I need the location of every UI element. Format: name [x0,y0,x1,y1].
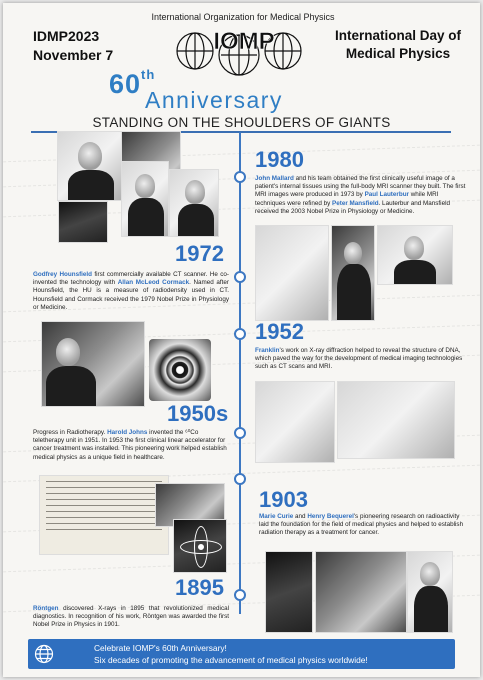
atom-icon [173,519,227,573]
text-1903 [259,513,467,538]
photo-linear-accelerator [337,381,455,459]
year-1895: 1895 [175,575,224,600]
description-text: . Lauterbur and Mansfield received the 2003 Nobel Prize in Physiology or Medicine. [255,199,450,215]
description-text: while MRI techniques were refined by [255,191,439,207]
event-code: IDMP2023 [33,28,100,44]
photo-teletherapy-unit [255,381,335,463]
description-text: invented the ⁶⁰Co teletherapy unit in 1951. In 1953 the first clinical linear accelerator for cancer treatment was installed. This pioneering work helped establish medical physics as a unique field in healthcare. [33,429,227,461]
description-text: and [293,513,308,520]
year-1903: 1903 [259,487,308,512]
footer-line2: Six decades of promoting the advancement of medical physics worldwide! [94,655,368,665]
person-name: Allan McLeod Cormack [117,279,190,287]
org-name: International Organization for Medical Physics [151,12,335,22]
timeline-dot [234,589,246,601]
person-name: Franklin [255,347,280,354]
photo-mallard [331,225,375,321]
timeline-dot [234,328,246,340]
timeline-dot [234,171,246,183]
event-title-line2: Medical Physics [345,46,451,61]
photo-handwritten-document [39,475,169,555]
person-name: Paul Lauterbur [364,191,409,199]
person-name: Peter Mansfield [332,199,379,207]
description-text: discovered X-rays in 1895 that revolutionized medical diagnostics. In recognition of his work, Röntgen was awarded the first Nobel Prize in Physics in 1901. [33,605,229,629]
photo-ct-scan [58,201,108,243]
year-1972: 1972 [175,241,224,266]
person-name: Henry Bequerel [307,513,354,520]
globe-icon [34,644,54,664]
person-name: Marie Curie [259,513,294,520]
photo-lauterbur [377,225,453,285]
timeline-dot [234,427,246,439]
photo-rontgen-lab [315,551,407,633]
anniversary-word: Anniversary [145,87,283,113]
text-1895 [33,605,229,630]
year-1980: 1980 [255,147,304,172]
description-text: first commercially available CT scanner. He co-invented the technology with [33,271,229,287]
poster [3,3,480,677]
timeline-line [239,132,241,614]
photo-franklin [41,321,145,407]
person-name: Godfrey Hounsfield [33,271,93,278]
photo-cormack [121,161,169,237]
person-name: Röntgen [33,605,59,612]
footer-banner [28,639,455,669]
photo-dna-diffraction [149,339,211,401]
description-text: 's pioneering research on radioactivity laid the foundation for the field of medical physics and helped to establish radiation therapy as a treatment for cancer. [259,513,464,537]
anniversary-number: 60th [109,67,156,99]
iomp-logo [155,25,333,79]
description-text: Progress in Radiotherapy. [33,429,108,436]
description-text: . Named after Hounsfield, the HU is a measure of radiodensity used in CT. Hounsfield and Cormack received the 1979 Nobel Prize in Physiology or Medicine. [33,279,230,311]
timeline-dot [234,473,246,485]
footer-line1: Celebrate IOMP's 60th Anniversary! [94,643,227,653]
description-text: 's work on X-ray diffraction helped to reveal the structure of DNA, which paved the way for the development of medical imaging technologies such as CT scans and MRI. [255,347,463,371]
text-1972 [33,271,229,312]
text-1980 [255,175,467,216]
description-text: and his team obtained the first clinically useful image of a patient's internal tissues using the full-body MRI scanner they built. The first MRI images were produced in 1973 by [255,175,466,199]
logo-text: IOMP [213,28,275,55]
event-title [333,27,463,63]
subtitle: STANDING ON THE SHOULDERS OF GIANTS [92,115,391,130]
person-name: John Mallard [255,175,294,182]
year-1950s: 1950s [167,401,229,426]
event-date: November 7 [33,47,114,63]
photo-xray-hand [265,551,313,633]
photo-rontgen [407,551,453,633]
photo-hounsfield [57,131,123,201]
text-1952 [255,347,467,372]
person-name: Harold Johns [107,429,148,436]
text-1950s [33,429,229,462]
year-1952: 1952 [255,319,304,344]
timeline-dot [234,271,246,283]
photo-mri-images [255,225,329,321]
event-code-date [33,27,113,65]
photo-colleague [169,169,219,237]
event-title-line1: International Day of [334,28,461,43]
